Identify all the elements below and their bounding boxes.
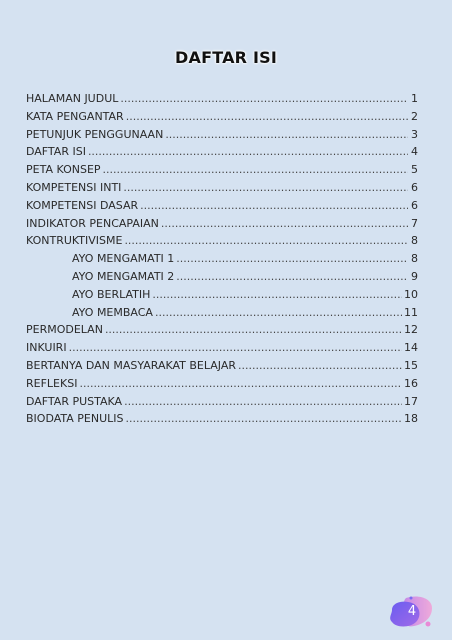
- toc-entry-page: 15: [404, 358, 418, 372]
- toc-dot-leader: [120, 92, 408, 105]
- toc-dot-leader: [161, 217, 408, 230]
- toc-entry: [26, 145, 418, 163]
- toc-entry-label: INDIKATOR PENCAPAIAN: [26, 216, 159, 230]
- toc-dot-leader: [165, 128, 408, 141]
- toc-entry-label: BIODATA PENULIS: [26, 412, 124, 426]
- toc-entry-page: 14: [404, 341, 418, 355]
- toc-dot-leader: [123, 181, 408, 194]
- toc-entry-page: 10: [404, 287, 418, 301]
- toc-entry-label: DAFTAR PUSTAKA: [26, 394, 123, 408]
- toc-dot-leader: [152, 288, 402, 301]
- toc-entry-label: KATA PENGANTAR: [26, 109, 124, 123]
- toc-entry-page: 6: [411, 198, 418, 212]
- toc-entry: [26, 110, 418, 128]
- toc-dot-leader: [69, 341, 402, 354]
- toc-entry-page: 8: [411, 234, 418, 248]
- toc-entry: [26, 359, 418, 377]
- table-of-contents: [26, 92, 418, 430]
- toc-entry: [26, 217, 418, 235]
- page-title: DAFTAR ISI: [175, 48, 277, 67]
- toc-entry-label: DAFTAR ISI: [26, 145, 86, 159]
- toc-entry: [26, 163, 418, 181]
- toc-entry-page: 4: [411, 145, 418, 159]
- toc-entry-page: 17: [404, 394, 418, 408]
- toc-entry-label: PETUNJUK PENGGUNAAN: [26, 127, 164, 141]
- toc-dot-leader: [124, 395, 402, 408]
- toc-entry-label: PETA KONSEP: [26, 163, 101, 177]
- toc-entry: [26, 199, 418, 217]
- toc-entry-page: 8: [411, 252, 418, 266]
- toc-entry: [26, 323, 418, 341]
- toc-entry-label: KOMPETENSI INTI: [26, 180, 122, 194]
- toc-dot-leader: [126, 110, 408, 123]
- toc-entry: [26, 128, 418, 146]
- toc-entry: [26, 92, 418, 110]
- toc-entry-label: AYO MEMBACA: [72, 305, 153, 319]
- toc-dot-leader: [126, 412, 402, 425]
- toc-entry-label: PERMODELAN: [26, 323, 103, 337]
- toc-dot-leader: [105, 323, 402, 336]
- toc-entry: [26, 288, 418, 306]
- toc-entry-label: BERTANYA DAN MASYARAKAT BELAJAR: [26, 358, 237, 372]
- toc-entry-label: KOMPETENSI DASAR: [26, 198, 139, 212]
- toc-entry: [26, 377, 418, 395]
- toc-entry-page: 5: [411, 163, 418, 177]
- toc-entry-page: 7: [411, 216, 418, 230]
- toc-entry-label: REFLEKSI: [26, 376, 78, 390]
- toc-entry: [26, 306, 418, 324]
- toc-entry-page: 16: [404, 376, 418, 390]
- toc-dot-leader: [124, 234, 408, 247]
- toc-entry-label: AYO MENGAMATI 2: [72, 269, 175, 283]
- toc-entry-label: KONTRUKTIVISME: [26, 234, 123, 248]
- toc-dot-leader: [79, 377, 402, 390]
- toc-entry: [26, 270, 418, 288]
- toc-entry-label: HALAMAN JUDUL: [26, 92, 119, 105]
- toc-entry-label: INKUIRI: [26, 341, 67, 355]
- toc-entry-label: AYO MENGAMATI 1: [72, 252, 175, 266]
- toc-entry-page: 3: [411, 127, 418, 141]
- toc-entry-page: 12: [404, 323, 418, 337]
- toc-entry: [26, 234, 418, 252]
- toc-dot-leader: [140, 199, 408, 212]
- toc-entry-page: 6: [411, 180, 418, 194]
- toc-entry: [26, 395, 418, 413]
- toc-dot-leader: [88, 145, 408, 158]
- toc-entry-page: 1: [411, 92, 418, 105]
- toc-entry-page: 11: [404, 305, 418, 319]
- toc-entry-page: 9: [411, 269, 418, 283]
- toc-entry-page: 18: [404, 412, 418, 426]
- toc-entry: [26, 252, 418, 270]
- toc-entry-page: 2: [411, 109, 418, 123]
- toc-dot-leader: [103, 163, 408, 176]
- toc-dot-leader: [176, 270, 408, 283]
- toc-entry: [26, 341, 418, 359]
- toc-entry-label: AYO BERLATIH: [72, 287, 151, 301]
- toc-dot-leader: [176, 252, 408, 265]
- toc-dot-leader: [238, 359, 402, 372]
- toc-entry: [26, 412, 418, 430]
- toc-entry: [26, 181, 418, 199]
- page-number: 4: [407, 604, 417, 619]
- toc-dot-leader: [155, 306, 402, 319]
